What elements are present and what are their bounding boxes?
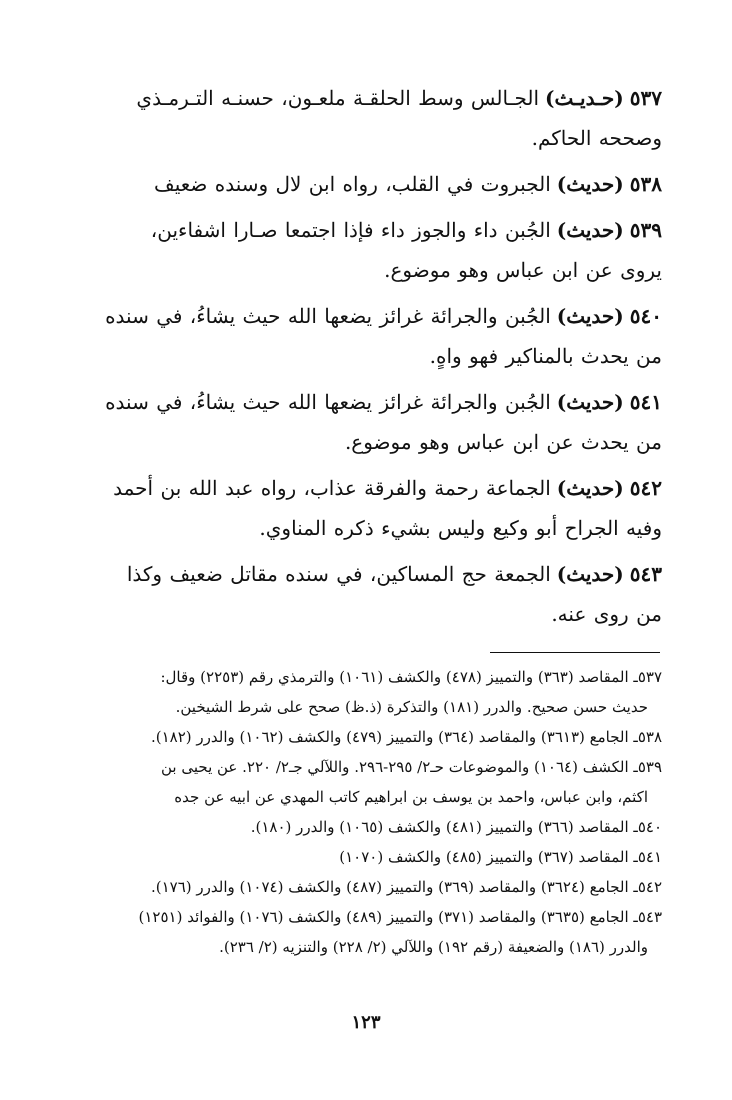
footnote-continuation: والدرر (١٨٦) والضعيفة (رقم ١٩٢) واللآلي (٢/ ٢٢٨) والتنزيه (٢/ ٢٣٦). — [219, 938, 648, 956]
hadith-entry — [62, 296, 662, 376]
entry-number: ٥٤٣ — [629, 562, 662, 586]
entry-text: الجماعة رحمة والفرقة عذاب، رواه عبد الله بن أحمد — [113, 476, 551, 500]
entry-continuation: يروى عن ابن عباس وهو موضوع. — [384, 258, 662, 282]
footnote-text: ٥٣٧ـ المقاصد (٣٦٣) والتمييز (٤٧٨) والكشف (١٠٦١) والترمذي رقم (٢٢٥٣) وقال: — [160, 668, 662, 686]
entry-text: الجمعة حج المساكين، في سنده مقاتل ضعيف وكذا — [126, 562, 551, 586]
entry-number: ٥٣٧ — [629, 86, 662, 110]
entry-label: (حديث) — [556, 562, 624, 586]
hadith-entry — [62, 468, 662, 548]
entry-label: (حديث) — [556, 172, 624, 196]
hadith-entry — [62, 164, 662, 204]
hadith-entry — [62, 78, 662, 158]
footnote — [62, 902, 662, 962]
footnote-text: ٥٣٩ـ الكشف (١٠٦٤) والموضوعات حـ٢/ ٢٩٥-٢٩٦. واللآلي جـ٢/ ٢٢٠. عن يحيى بن — [161, 758, 662, 776]
page-number: ١٢٣ — [351, 1012, 381, 1033]
entry-continuation: وصححه الحاكم. — [531, 126, 662, 150]
entry-continuation: من يحدث عن ابن عباس وهو موضوع. — [344, 430, 662, 454]
entry-text: الجُبن والجرائة غرائز يضعها الله حيث يشاءُ، في سنده — [105, 304, 551, 328]
footnote — [62, 872, 662, 902]
entry-text: الجبروت في القلب، رواه ابن لال وسنده ضعيف — [154, 172, 551, 196]
hadith-entry — [62, 210, 662, 290]
entry-number: ٥٣٨ — [629, 172, 662, 196]
entry-number: ٥٤٢ — [629, 476, 662, 500]
entry-continuation: وفيه الجراح أبو وكيع وليس بشيء ذكره المناوي. — [259, 516, 662, 540]
entry-number: ٥٤٠ — [629, 304, 662, 328]
hadith-entry — [62, 382, 662, 462]
footnote-text: ٥٤٢ـ الجامع (٣٦٢٤) والمقاصد (٣٦٩) والتمييز (٤٨٧) والكشف (١٠٧٤) والدرر (١٧٦). — [150, 878, 662, 896]
footnote — [62, 812, 662, 842]
hadith-entries — [62, 78, 662, 640]
entry-text: الجُبن والجرائة غرائز يضعها الله حيث يشاءُ، في سنده — [105, 390, 551, 414]
entry-label: (حديث) — [556, 476, 624, 500]
entry-continuation: من روى عنه. — [551, 602, 662, 626]
entry-label: (حديث) — [556, 218, 624, 242]
entry-label: (حديث) — [556, 304, 624, 328]
footnote — [62, 842, 662, 872]
footnote-text: ٥٤٣ـ الجامع (٣٦٣٥) والمقاصد (٣٧١) والتمييز (٤٨٩) والكشف (١٠٧٦) والفوائد (١٢٥١) — [138, 908, 662, 926]
entry-text: الجـالس وسط الحلقـة ملعـون، حسنـه التـرمـذي — [136, 86, 540, 110]
footnote-divider — [490, 652, 660, 653]
footnote-continuation: اكثم، وابن عباس، واحمد بن يوسف بن ابراهيم كاتب المهدي عن ابيه عن جده — [174, 788, 648, 806]
entry-text: الجُبن داء والجوز داء فإذا اجتمعا صـارا اشفاءين، — [150, 218, 551, 242]
footnotes — [62, 662, 662, 962]
footnote-continuation: حديث حسن صحيح. والدرر (١٨١) والتذكرة (ذ.ظ) صحح على شرط الشيخين. — [175, 698, 648, 716]
footnote-text: ٥٣٨ـ الجامع (٣٦١٣) والمقاصد (٣٦٤) والتمييز (٤٧٩) والكشف (١٠٦٢) والدرر (١٨٢). — [150, 728, 662, 746]
footnote — [62, 722, 662, 752]
footnote-text: ٥٤٠ـ المقاصد (٣٦٦) والتمييز (٤٨١) والكشف (١٠٦٥) والدرر (١٨٠). — [250, 818, 662, 836]
footnote — [62, 752, 662, 812]
footnote-text: ٥٤١ـ المقاصد (٣٦٧) والتمييز (٤٨٥) والكشف (١٠٧٠) — [339, 848, 662, 866]
entry-number: ٥٣٩ — [629, 218, 662, 242]
entry-label: (حـديـث) — [545, 86, 624, 110]
entry-continuation: من يحدث بالمناكير فهو واهٍ. — [429, 344, 662, 368]
footnote — [62, 662, 662, 722]
entry-label: (حديث) — [556, 390, 624, 414]
entry-number: ٥٤١ — [629, 390, 662, 414]
hadith-entry — [62, 554, 662, 634]
